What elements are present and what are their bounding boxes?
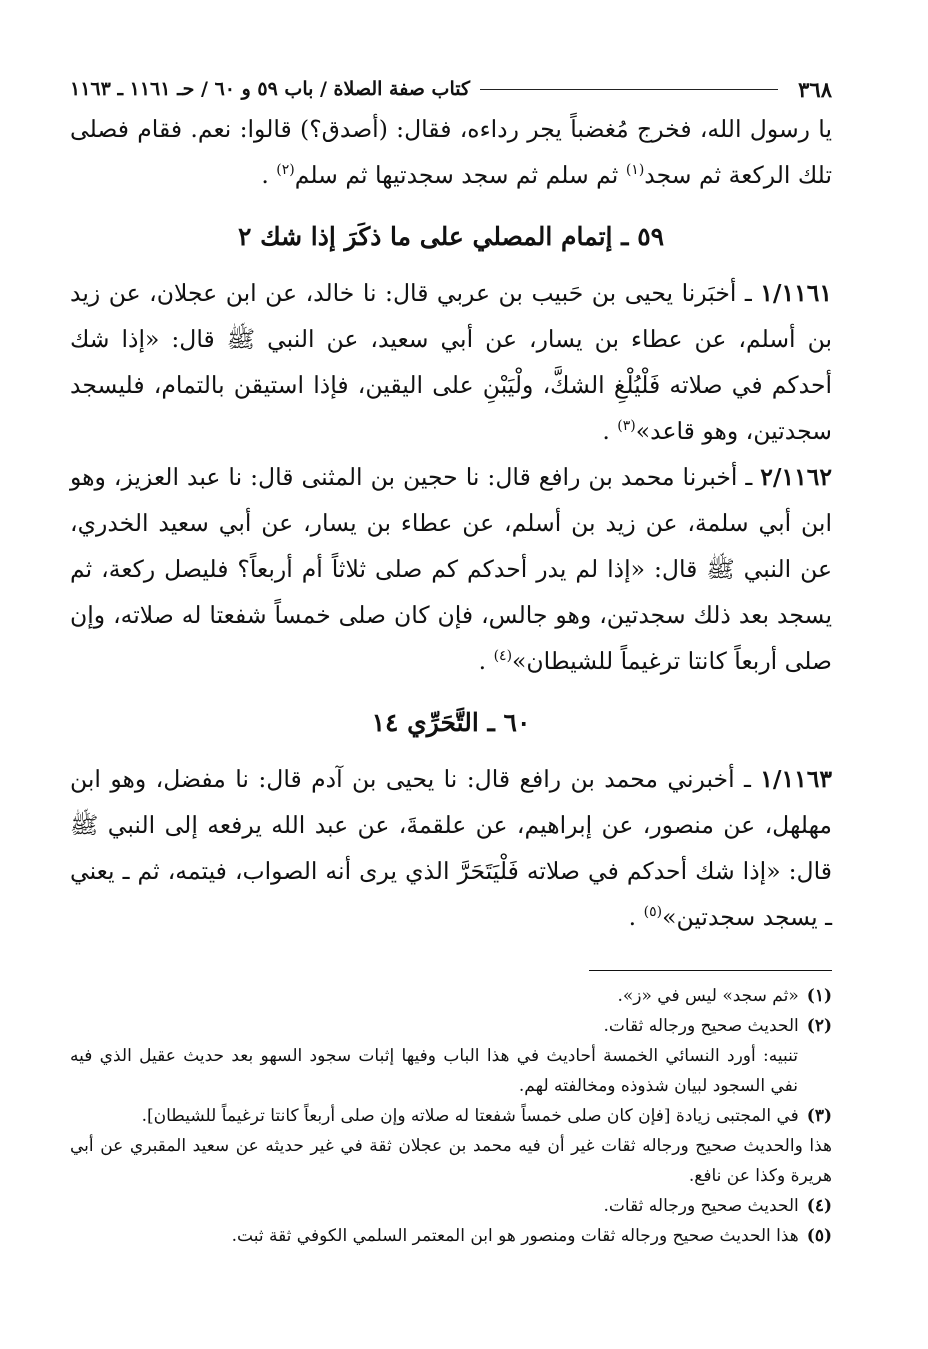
footnote-4: [70, 1191, 832, 1221]
footnotes: [70, 970, 832, 1251]
running-header: [70, 72, 832, 106]
hadith-text: ـ أخبرنا محمد بن رافع قال: نا حجين بن المثنى قال: نا عبد العزيز، وهو ابن أبي سلمة، عن زيد بن أسلم، عن عطاء بن يسار، عن أبي سعيد الخدري، عن النبي ﷺ قال: «إذا لم يدر أحدكم كم صلى ثلاثاً أم أربعاً؟ فليصل ركعة، ثم يسجد بعد ذلك سجدتين، وهو جالس، فإن كان صلى خمساً شفعتا له صلاته، وإن صلى أربعاً كانتا ترغيماً للشيطان»: [70, 463, 832, 675]
footnote-2-note: [70, 1041, 832, 1101]
main-text: [70, 106, 832, 940]
footnote-number: (٣): [806, 1106, 832, 1126]
footnote-text: هذا والحديث صحيح ورجاله ثقات غير أن فيه محمد بن عجلان ثقة في غير حديثه عن سعيد المقبري عن أبي هريرة وكذا عن نافع.: [70, 1136, 832, 1186]
hadith-number: ١/١١٦١: [760, 279, 832, 307]
footnote-2: [70, 1011, 832, 1041]
footnote-3: [70, 1101, 832, 1131]
hadith-1161: ١/١١٦١ ـ أخبَرنا يحيى بن حَبيب بن عربي قال: نا خالد، عن ابن عجلان، عن زيد بن أسلم، عن عطاء بن يسار، عن أبي سعيد، عن النبي ﷺ قال: «إذا شك أحدكم في صلاته فَلْيُلْغِ الشكَّ، ولْيَبْنِ على اليقين، فإذا استيقن بالتمام، فليسجد سجدتين، وهو قاعد»$^{(٣)}$ .: [70, 279, 832, 445]
footnote-number: (١): [806, 986, 832, 1006]
hadith-1162: ٢/١١٦٢ ـ أخبرنا محمد بن رافع قال: نا حجين بن المثنى قال: نا عبد العزيز، وهو ابن أبي سلمة، عن زيد بن أسلم، عن عطاء بن يسار، عن أبي سعيد الخدري، عن النبي ﷺ قال: «إذا لم يدر أحدكم كم صلى ثلاثاً أم أربعاً؟ فليصل ركعة، ثم يسجد بعد ذلك سجدتين، وهو جالس، فإن كان صلى خمساً شفعتا له صلاته، وإن صلى أربعاً كانتا ترغيماً للشيطان»$^{(٤)}$ .: [70, 463, 832, 675]
footnote-text: تنبيه: أورد النسائي الخمسة أحاديث في هذا الباب وفيها إثبات سجود السهو بعد حديث عقيل الذي فيه نفي السجود لبيان شذوذه ومخالفته لهم.: [70, 1046, 798, 1096]
hadith-text: ـ أخبَرنا يحيى بن حَبيب بن عربي قال: نا خالد، عن ابن عجلان، عن زيد بن أسلم، عن عطاء بن يسار، عن أبي سعيد، عن النبي ﷺ قال: «إذا شك أحدكم في صلاته فَلْيُلْغِ الشكَّ، ولْيَبْنِ على اليقين، فإذا استيقن بالتمام، فليسجد سجدتين، وهو قاعد»: [70, 279, 832, 445]
footnote-5: [70, 1221, 832, 1251]
hadith-number: ٢/١١٦٢: [760, 463, 832, 491]
intro-line-2: تلك الركعة ثم سجد: [644, 161, 832, 189]
header-rule: [480, 89, 778, 90]
footnote-number: (٢): [806, 1016, 832, 1036]
intro-line-1: يا رسول الله، فخرج مُغضباً يجر رداءه، فقال: (أصدق؟) قالوا: نعم. فقام فصلى: [70, 115, 832, 143]
footnote-marker-4: (٤): [493, 648, 513, 665]
section-59-heading: ٥٩ ـ إتمام المصلي على ما ذكَرَ إذا شك ٢: [237, 222, 665, 251]
footnote-text: الحديث صحيح ورجاله ثقات.: [603, 1196, 799, 1216]
hadith-1163: ١/١١٦٣ ـ أخبرني محمد بن رافع قال: نا يحيى بن آدم قال: نا مفضل، وهو ابن مهلهل، عن منصور، عن إبراهيم، عن علقمةَ، عن عبد الله يرفعه إلى النبي ﷺ قال: «إذا شك أحدكم في صلاته فَلْيَتَحَرَّ الذي يرى أنه الصواب، فيتمه، ثم ـ يعني ـ يسجد سجدتين»$^{(٥)}$ .: [70, 765, 832, 931]
footnote-3-continued: [70, 1131, 832, 1191]
footnote-number: (٤): [806, 1196, 832, 1216]
hadith-text: ـ أخبرني محمد بن رافع قال: نا يحيى بن آدم قال: نا مفضل، وهو ابن مهلهل، عن منصور، عن إبراهيم، عن علقمةَ، عن عبد الله يرفعه إلى النبي ﷺ قال: «إذا شك أحدكم في صلاته فَلْيَتَحَرَّ الذي يرى أنه الصواب، فيتمه، ثم ـ يعني ـ يسجد سجدتين»: [70, 765, 832, 931]
footnote-text: الحديث صحيح ورجاله ثقات.: [603, 1016, 799, 1036]
footnote-rule: [589, 970, 832, 971]
page-number: ٣٦٨: [798, 76, 832, 102]
hadith-number: ١/١١٦٣: [760, 765, 832, 793]
footnote-1: [70, 981, 832, 1011]
footnote-text: «ثم سجد» ليس في «ز».: [617, 986, 799, 1006]
footnote-marker-1: (١): [625, 162, 645, 179]
section-60-heading: ٦٠ ـ التَّحَرِّي ١٤: [371, 708, 531, 737]
running-title: كتاب صفة الصلاة / باب ٥٩ و ٦٠ / حـ ١١٦١ ـ ١١٦٣: [70, 78, 471, 100]
footnote-marker-3: (٣): [617, 418, 636, 435]
footnote-text: هذا الحديث صحيح ورجاله ثقات ومنصور هو ابن المعتمر السلمي الكوفي ثقة ثبت.: [231, 1226, 799, 1246]
footnote-marker-5: (٥): [643, 904, 663, 921]
intro-tail: ثم سلم ثم سجد سجدتيها ثم سلم: [294, 161, 619, 189]
footnote-marker-2: (٢): [276, 162, 295, 179]
footnote-text: في المجتبى زيادة [فإن كان صلى خمساً شفعتا له صلاته وإن صلى أربعاً كانتا ترغيماً للشيطان].: [141, 1106, 799, 1126]
intro-paragraph: يا رسول الله، فخرج مُغضباً يجر رداءه، فقال: (أصدق؟) قالوا: نعم. فقام فصلى تلك الركعة ثم سجد$^{(١)}$ ثم سلم ثم سجد سجدتيها ثم سلم$^{(٢)}$ .: [70, 115, 832, 189]
footnote-number: (٥): [806, 1226, 832, 1246]
